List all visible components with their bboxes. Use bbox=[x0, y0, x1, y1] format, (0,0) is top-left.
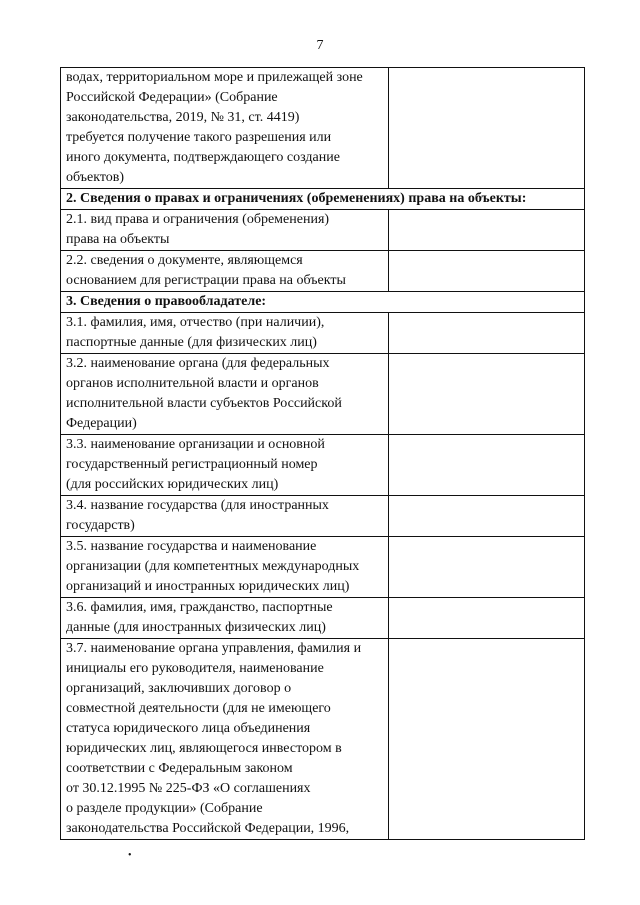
field-value-cell bbox=[388, 354, 584, 435]
field-label-line: соответствии с Федеральным законом bbox=[66, 761, 293, 776]
field-label-cell bbox=[61, 537, 389, 598]
field-row bbox=[61, 537, 585, 598]
field-label-line: основанием для регистрации права на объекты bbox=[66, 273, 346, 288]
field-row bbox=[61, 251, 585, 292]
field-row bbox=[61, 639, 585, 840]
field-label-line: 3.5. название государства и наименование bbox=[66, 539, 317, 554]
stray-mark: • bbox=[128, 850, 132, 861]
field-label-cell bbox=[61, 313, 389, 354]
field-label-line: 3.7. наименование органа управления, фамилия и bbox=[66, 641, 362, 656]
field-label-line: иного документа, подтверждающего создание bbox=[66, 150, 340, 165]
field-label-line: о разделе продукции» (Собрание bbox=[66, 801, 263, 816]
field-label-line: законодательства Российской Федерации, 1996, bbox=[66, 821, 350, 836]
field-label-cell bbox=[61, 639, 389, 840]
field-label-line: (для российских юридических лиц) bbox=[66, 477, 279, 492]
field-label-cell bbox=[61, 210, 389, 251]
page-number: 7 bbox=[316, 38, 324, 53]
field-label-cell bbox=[61, 496, 389, 537]
section-header-row bbox=[61, 189, 585, 210]
section-header-row bbox=[61, 292, 585, 313]
field-label-line: Российской Федерации» (Собрание bbox=[66, 90, 278, 105]
field-label-line: 3.4. название государства (для иностранных bbox=[66, 498, 329, 513]
field-label-line: права на объекты bbox=[66, 232, 170, 247]
field-value-cell bbox=[388, 598, 584, 639]
field-value-cell bbox=[388, 313, 584, 354]
form-table-body bbox=[61, 68, 585, 840]
field-label-line: Федерации) bbox=[66, 416, 137, 431]
field-label-line: 3.6. фамилия, имя, гражданство, паспортные bbox=[66, 600, 333, 615]
field-row bbox=[61, 68, 585, 189]
field-label-line: государств) bbox=[66, 518, 135, 533]
field-value-cell bbox=[388, 537, 584, 598]
field-label-line: паспортные данные (для физических лиц) bbox=[66, 335, 317, 350]
field-row bbox=[61, 496, 585, 537]
field-label-line: объектов) bbox=[66, 170, 125, 185]
field-label-cell bbox=[61, 68, 389, 189]
field-label-line: организации (для компетентных международных bbox=[66, 559, 360, 574]
field-label-line: статуса юридического лица объединения bbox=[66, 721, 311, 736]
field-value-cell bbox=[388, 496, 584, 537]
field-label-line: от 30.12.1995 № 225-ФЗ «О соглашениях bbox=[66, 781, 311, 796]
registration-form-table bbox=[60, 67, 585, 840]
field-row bbox=[61, 210, 585, 251]
field-label-line: требуется получение такого разрешения или bbox=[66, 130, 332, 145]
field-value-cell bbox=[388, 639, 584, 840]
field-label-line: 2.2. сведения о документе, являющемся bbox=[66, 253, 303, 268]
field-label-line: совместной деятельности (для не имеющего bbox=[66, 701, 331, 716]
field-value-cell bbox=[388, 435, 584, 496]
field-value-cell bbox=[388, 68, 584, 189]
section-heading: 3. Сведения о правообладателе: bbox=[61, 292, 585, 313]
field-label-line: инициалы его руководителя, наименование bbox=[66, 661, 324, 676]
field-label-line: водах, территориальном море и прилежащей зоне bbox=[66, 70, 363, 85]
field-label-line: юридических лиц, являющегося инвестором в bbox=[66, 741, 342, 756]
field-row bbox=[61, 598, 585, 639]
field-label-line: 2.1. вид права и ограничения (обременения) bbox=[66, 212, 330, 227]
field-label-cell bbox=[61, 251, 389, 292]
field-label-cell bbox=[61, 354, 389, 435]
field-value-cell bbox=[388, 251, 584, 292]
field-label-line: исполнительной власти субъектов Российской bbox=[66, 396, 342, 411]
field-label-line: государственный регистрационный номер bbox=[66, 457, 318, 472]
field-label-cell bbox=[61, 435, 389, 496]
field-row bbox=[61, 354, 585, 435]
field-row bbox=[61, 313, 585, 354]
field-value-cell bbox=[388, 210, 584, 251]
field-label-cell bbox=[61, 598, 389, 639]
field-label-line: органов исполнительной власти и органов bbox=[66, 376, 319, 391]
field-row bbox=[61, 435, 585, 496]
field-label-line: 3.1. фамилия, имя, отчество (при наличии), bbox=[66, 315, 325, 330]
field-label-line: организаций и иностранных юридических лиц) bbox=[66, 579, 350, 594]
field-label-line: 3.2. наименование органа (для федеральных bbox=[66, 356, 330, 371]
field-label-line: данные (для иностранных физических лиц) bbox=[66, 620, 326, 635]
field-label-line: организаций, заключивших договор о bbox=[66, 681, 292, 696]
field-label-line: 3.3. наименование организации и основной bbox=[66, 437, 325, 452]
field-label-line: законодательства, 2019, № 31, ст. 4419) bbox=[66, 110, 300, 125]
section-heading: 2. Сведения о правах и ограничениях (обременениях) права на объекты: bbox=[61, 189, 585, 210]
